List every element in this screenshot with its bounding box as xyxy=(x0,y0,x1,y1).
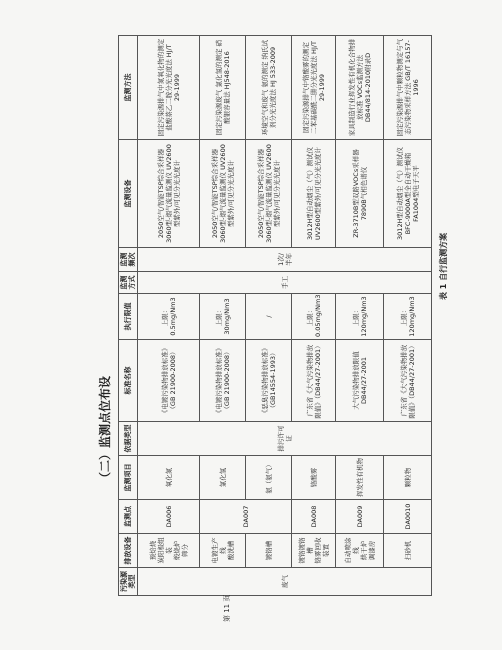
analysis-cell: 家具制造行业挥发性有机化合物排放标准 VOCs监测方法 DB44/814-2010附录D xyxy=(336,36,384,140)
rotated-content xyxy=(96,36,434,596)
limit-cell: 上限：120mg/Nm3 xyxy=(384,294,432,340)
item-cell: 氨（氨气） xyxy=(246,456,292,500)
table-row xyxy=(138,36,200,596)
source-item: 烘干炉 xyxy=(359,540,368,561)
method-cell: 手工 xyxy=(138,272,432,294)
limit-cell: 上限：30mg/Nm3 xyxy=(200,294,246,340)
table-row xyxy=(384,36,432,596)
point-cell: DA007 xyxy=(200,500,292,534)
point-cell: DA0010 xyxy=(384,500,432,534)
point-cell: DA006 xyxy=(138,500,200,534)
limit-cell: 上限：0.5mg/Nm3 xyxy=(138,294,200,340)
source-item: 煅烧炉 xyxy=(172,540,181,561)
header-point: 监测点 xyxy=(119,500,138,534)
analysis-cell: 固定污染源废气 氯化氢的测定 硝酸银容量法 HJ548-2016 xyxy=(200,36,246,140)
item-cell: 氯化氢 xyxy=(200,456,246,500)
source-cell xyxy=(138,534,200,568)
source-cell: 扫砂机 xyxy=(384,534,432,568)
header-standard: 标准名称 xyxy=(119,340,138,422)
equipment-cell: 2050空气/智能TSP综合采样器 3060型-烟气流量监测仪 UV2600型紫外/可见分光光度计 xyxy=(246,140,292,248)
equipment-cell: 2050空气/智能TSP综合采样器 3060型-烟气流量监测仪 UV2600型紫外/可见分光光度计 xyxy=(200,140,246,248)
equipment-cell: 2050空气/智能TSP综合采样器 3060型-烟气流量监测仪 UV2600型紫外/可见分光光度计 xyxy=(138,140,200,248)
standard-cell: 《恶臭污染物排放标准》（GB14554-1993） xyxy=(246,340,292,422)
standard-cell: 《电镀污染物排放标准》（GB 21900-2008） xyxy=(200,340,246,422)
analysis-cell: 固定污染源排气中铬酸雾的测定 二苯基碳酰二肼分光光度法 HJ/T 29-1999 xyxy=(292,36,336,140)
point-cell: DA008 xyxy=(292,500,336,534)
page-number: 第 11 页 xyxy=(223,594,231,622)
equipment-cell: 3012H型自动烟尘（气）测试仪 UV2600型紫外/可见分光光度计 xyxy=(292,140,336,248)
source-cell xyxy=(336,534,384,568)
standard-cell: 广东省《大气污染物排放限值》（DB44/27-2001） xyxy=(292,340,336,422)
category-cell: 废气 xyxy=(138,568,432,596)
header-method: 监测方式 xyxy=(119,272,138,294)
point-cell: DA009 xyxy=(336,500,384,534)
header-item: 监测项目 xyxy=(119,456,138,500)
item-cell: 氧化氮 xyxy=(138,456,200,500)
section-title: （二）监测点位布设 xyxy=(98,375,112,484)
source-item: 筛分 xyxy=(180,544,189,557)
equipment-cell: 3012H型自动烟尘（气）测试仪 BFC-9000A型全自动干燥箱 FA1004型电子天平 xyxy=(384,140,432,248)
source-item: 铬雾回收装置 xyxy=(313,537,330,564)
header-basis-type: 依据类型 xyxy=(119,422,138,456)
table-row xyxy=(292,36,336,596)
header-limit: 执行限值 xyxy=(119,294,138,340)
source-item: 电镀生产线 xyxy=(210,537,227,564)
item-cell: 铬酸雾 xyxy=(292,456,336,500)
monitoring-table xyxy=(118,35,432,596)
limit-cell: 上限：0.05mg/Nm3 xyxy=(292,294,336,340)
limit-cell: / xyxy=(246,294,292,340)
table-row xyxy=(200,36,246,596)
source-cell xyxy=(292,534,336,568)
table-row xyxy=(336,36,384,596)
analysis-cell: 环境空气和废气 氨的测定 纳氏试剂分光光度法 HJ 533-2009 xyxy=(246,36,292,140)
limit-cell: 上限：120mg/Nm3 xyxy=(336,294,384,340)
standard-cell: 《电镀污染物排放标准》（GB 21900-2008） xyxy=(138,340,200,422)
source-item: 预焙烧 xyxy=(148,540,157,561)
analysis-cell: 固定污染源排气中氮氧化物的测定 盐酸萘乙二胺分光光度法 HJ/T 29-1999 xyxy=(138,36,200,140)
table-caption: 表 1 自行监测方案 xyxy=(439,232,448,300)
header-frequency: 监测频次 xyxy=(119,248,138,272)
source-item: 镀铬镀铬槽 xyxy=(297,537,314,564)
source-item: 调漆房 xyxy=(367,540,376,561)
basis-type-cell: 排污许可证 xyxy=(138,422,432,456)
analysis-cell: 固定污染源排气中颗粒物测定与气态污染物采样方法 GB/T 16157-1996 xyxy=(384,36,432,140)
header-equipment: 监测设备 xyxy=(119,140,138,248)
frequency-cell: 1次/半年 xyxy=(138,248,432,272)
item-cell: 颗粒物 xyxy=(384,456,432,500)
header-analysis: 监测方法 xyxy=(119,36,138,140)
standard-cell: 广东省《大气污染物排放限值》（DB44/27-2001） xyxy=(384,340,432,422)
source-cell xyxy=(200,534,246,568)
header-source: 排放设备 xyxy=(119,534,138,568)
source-item: 自动喷涂线 xyxy=(343,537,360,564)
source-cell: 镀铬槽 xyxy=(246,534,292,568)
standard-cell: 大气污染物排放限值 DB44/27-2001 xyxy=(336,340,384,422)
header-pollutant-type: 污染源类型 xyxy=(119,568,138,596)
item-cell: 挥发性有机物 xyxy=(336,456,384,500)
equipment-cell: ZR-3710B型双路VOCs采样器 7890B气相色谱仪 xyxy=(336,140,384,248)
source-item: 炭阳极组装 xyxy=(156,537,173,564)
source-item: 酸洗槽 xyxy=(226,540,235,561)
